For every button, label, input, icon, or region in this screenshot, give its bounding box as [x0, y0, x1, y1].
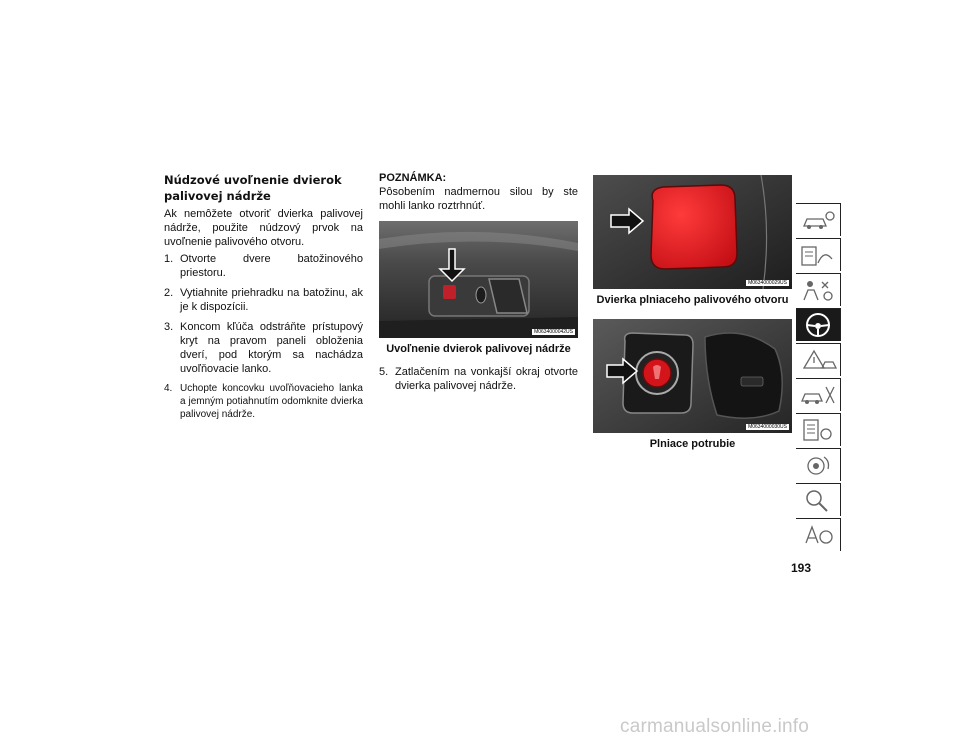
car-info-icon — [796, 204, 840, 236]
fuel-release-illustration — [379, 221, 578, 338]
intro-paragraph: Ak nemôžete otvoriť dvierka palivovej nádrže, použite núdzový prvok na uvoľnenie palivového otvoru. — [164, 208, 363, 248]
steering-wheel-icon — [796, 309, 840, 341]
page-number: 193 — [791, 561, 812, 575]
step-4: 4. Uchopte koncovku uvoľňovacieho lanka a jemným potiahnutím odomknite dvierka palivovej nádrže. — [164, 383, 363, 420]
fuel-door-photo — [593, 175, 792, 289]
filler-neck-illustration — [593, 319, 792, 433]
languages-icon — [796, 519, 840, 551]
step-1: 1. Otvorte dvere batožinového priestoru. — [164, 253, 363, 279]
service-icon — [796, 379, 840, 411]
tab-multimedia[interactable] — [796, 448, 841, 481]
figure-caption: Plniace potrubie — [649, 438, 736, 450]
tab-dashboard[interactable] — [796, 238, 841, 271]
tab-car-info[interactable] — [796, 203, 841, 236]
step-2: 2. Vytiahnite priehradku na batožinu, ak je k dispozícii. — [164, 287, 363, 313]
fuel-door-shape — [651, 185, 737, 269]
search-icon — [796, 484, 840, 516]
tab-index[interactable] — [796, 483, 841, 516]
figure-code: M0634000030US — [748, 424, 787, 430]
figure-caption: Dvierka plniaceho palivového otvoru — [596, 294, 789, 306]
section-title: Núdzové uvoľnenie dvierok palivovej nádrže — [164, 173, 342, 203]
note-body: Pôsobením nadmernou silou by ste mohli lanko roztrhnúť. — [379, 186, 578, 212]
tab-service[interactable] — [796, 378, 841, 411]
watermark: carmanualsonline.info — [620, 716, 810, 737]
note-title: POZNÁMKA: — [379, 172, 447, 184]
tab-languages[interactable] — [796, 518, 841, 551]
multimedia-icon — [796, 449, 840, 481]
steps-list-left — [164, 252, 363, 427]
fuel-release-photo — [379, 221, 578, 338]
dashboard-icon — [796, 239, 840, 271]
steps-list-middle — [379, 365, 578, 393]
fuel-door-illustration — [593, 175, 792, 289]
tab-specs[interactable] — [796, 413, 841, 446]
figure-code: M0634000029US — [748, 280, 787, 286]
tab-driving[interactable] — [796, 308, 841, 341]
figure-caption: Uvoľnenie dvierok palivovej nádrže — [386, 343, 571, 355]
filler-neck-photo — [593, 319, 792, 433]
tab-safety[interactable] — [796, 273, 841, 306]
warning-car-icon — [796, 344, 840, 376]
tab-emergency[interactable] — [796, 343, 841, 376]
specs-icon — [796, 414, 840, 446]
safety-icon — [796, 274, 840, 306]
step-5: 5. Zatlačením na vonkajší okraj otvorte dvierka palivovej nádrže. — [379, 366, 578, 392]
step-3: 3. Koncom kľúča odstráňte prístupový kryt na pravom paneli obloženia dverí, pod ktorým sa nachádza uvoľňovacie lanko. — [164, 321, 363, 375]
figure-code: M0634000042US — [534, 329, 573, 335]
